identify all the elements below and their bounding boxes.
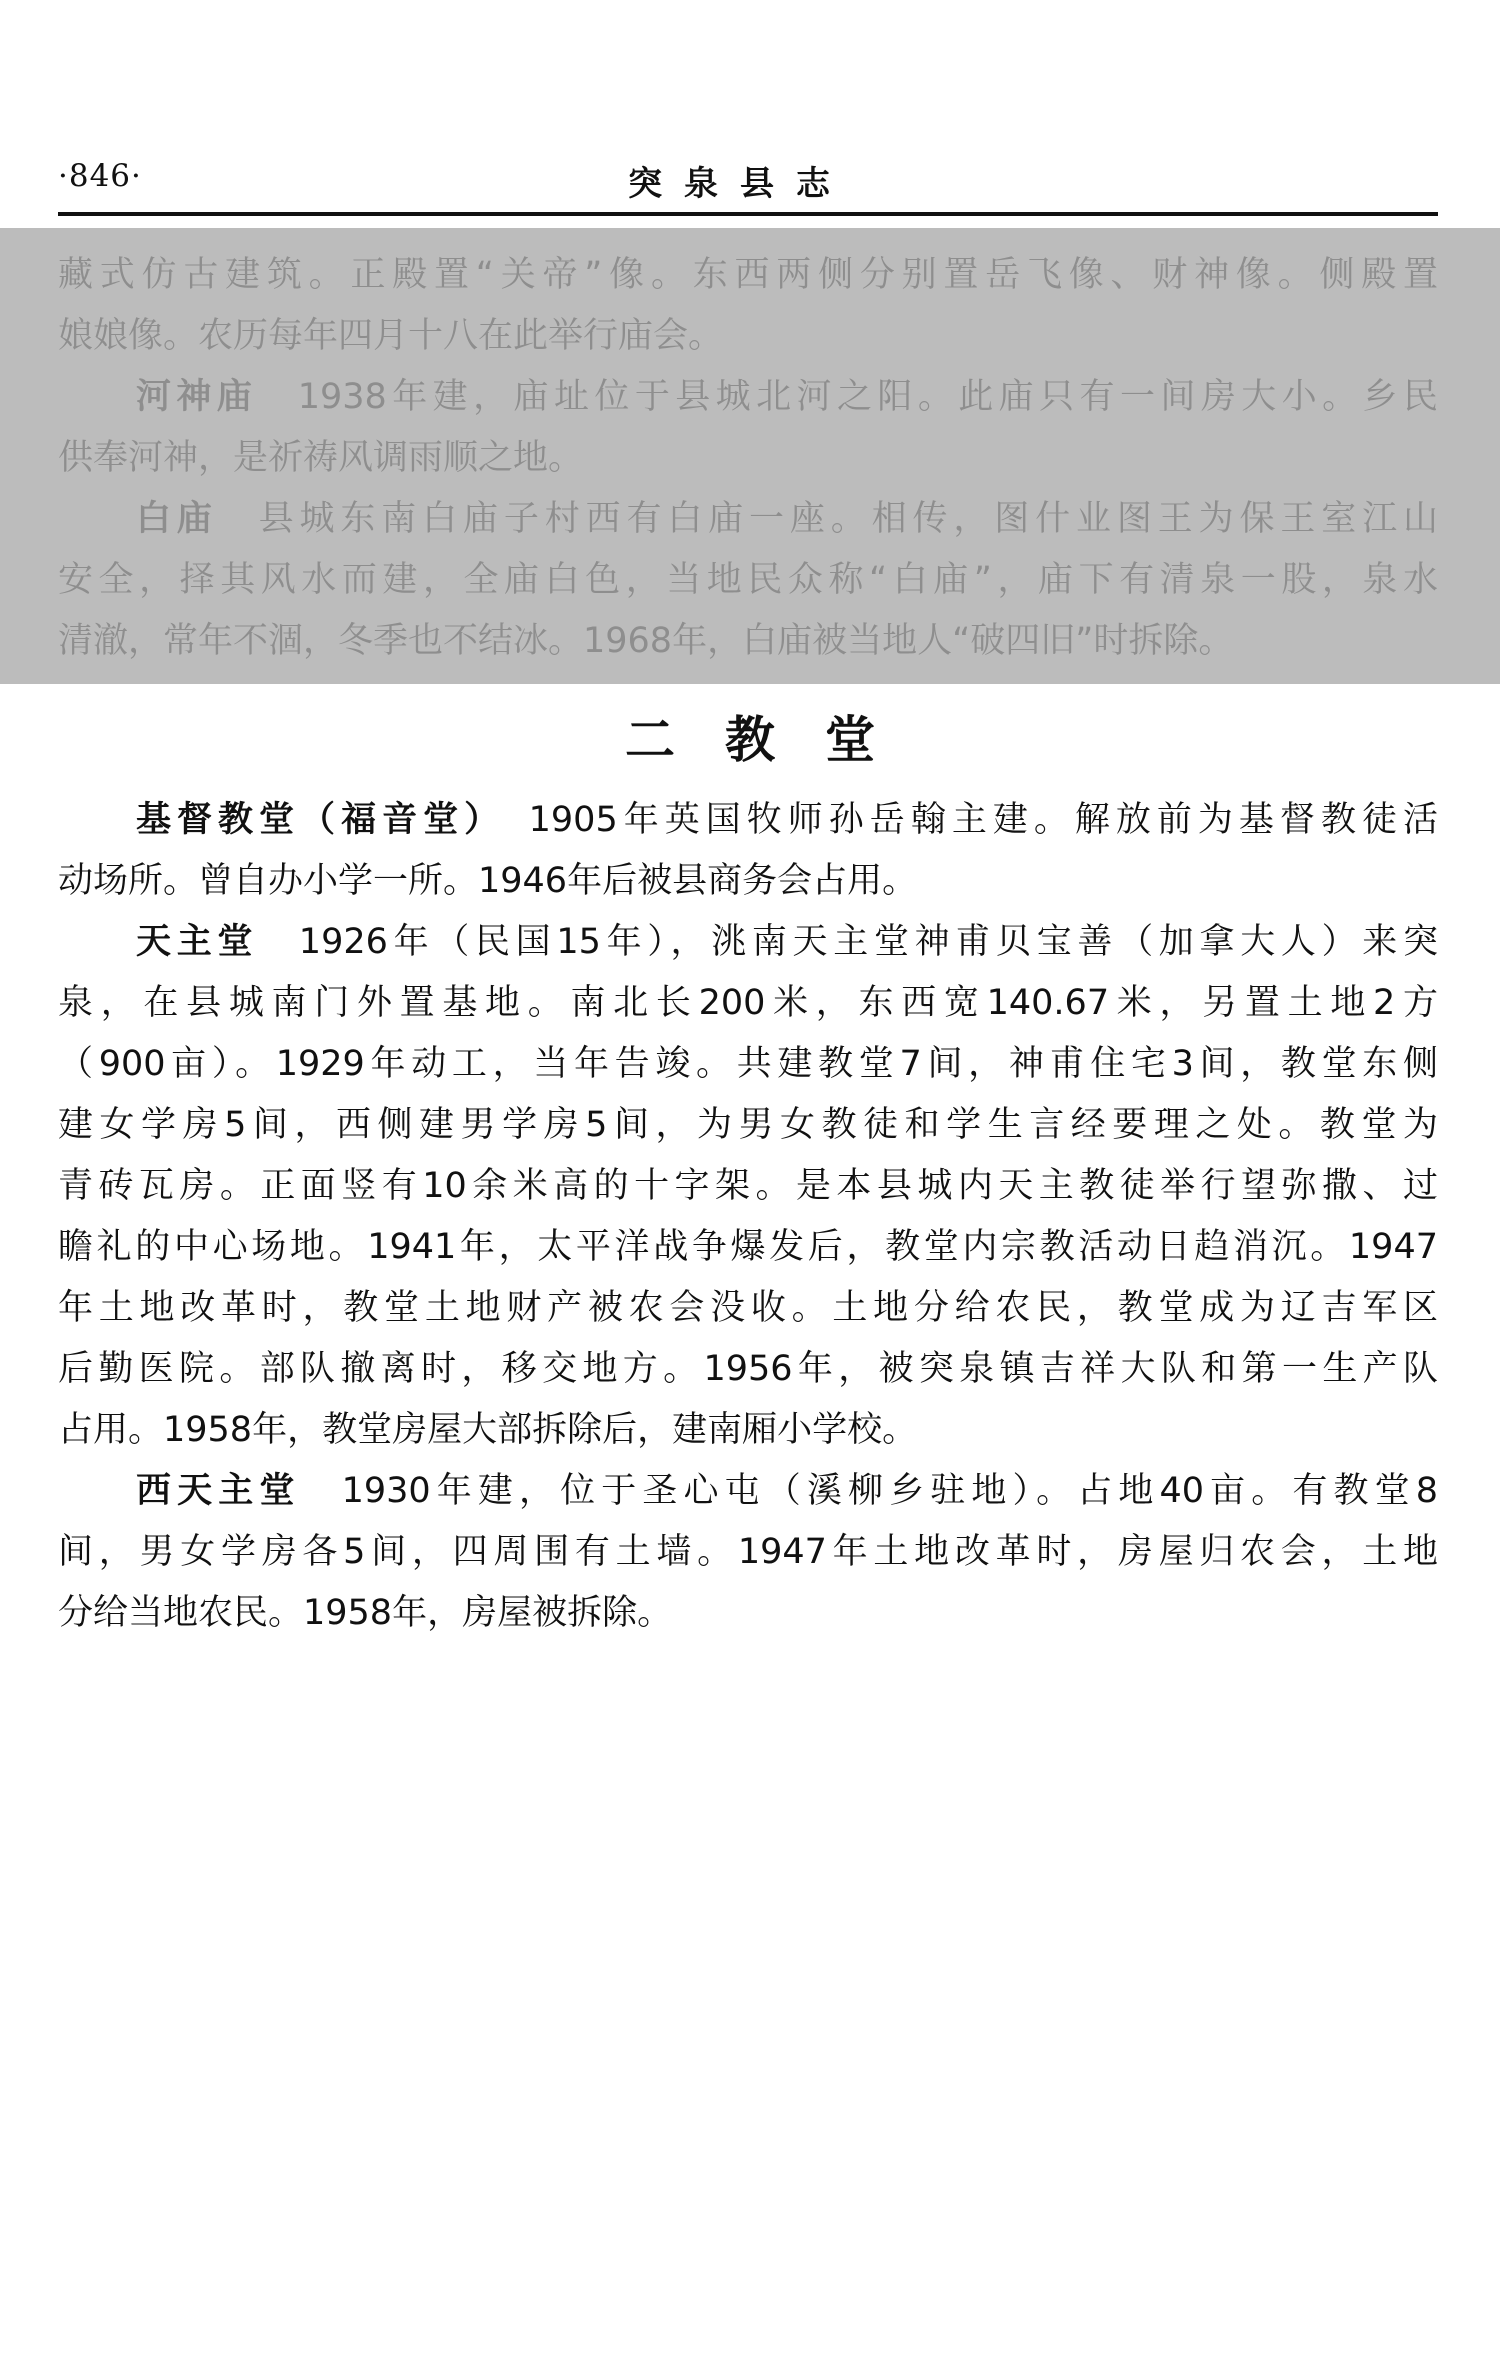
text-line: 1905年英国牧师孙岳翰主建。解放前为基督教徒活 bbox=[528, 800, 1438, 840]
paragraph-heading: 天主堂 bbox=[136, 922, 259, 962]
text-line: 青砖瓦房。正面竖有10余米高的十字架。是本县城内天主教徒举行望弥撒、过 bbox=[58, 1166, 1438, 1206]
paragraph-heading: 白庙 bbox=[136, 499, 218, 539]
book-title: 突泉县志 bbox=[628, 164, 852, 204]
page-number: ·846· bbox=[58, 158, 142, 194]
paragraph-heading: 西天主堂 bbox=[136, 1471, 301, 1511]
text-line: 供奉河神，是祈祷风调雨顺之地。 bbox=[58, 438, 584, 478]
text-line: 后勤医院。部队撤离时，移交地方。1956年，被突泉镇吉祥大队和第一生产队 bbox=[58, 1349, 1438, 1389]
text-line: 分给当地农民。1958年，房屋被拆除。 bbox=[58, 1593, 673, 1633]
paragraph-heading: 河神庙 bbox=[136, 377, 258, 417]
text-line: 安全，择其风水而建，全庙白色，当地民众称“白庙”，庙下有清泉一股，泉水 bbox=[58, 560, 1438, 600]
paragraph-protestant-church bbox=[58, 790, 1438, 851]
text-line: 藏式仿古建筑。正殿置“关帝”像。东西两侧分别置岳飞像、财神像。侧殿置 bbox=[58, 255, 1438, 295]
paragraph-white-temple bbox=[58, 489, 1438, 550]
text-line: 1926年（民国15年），洮南天主堂神甫贝宝善（加拿大人）来突 bbox=[298, 922, 1438, 962]
text-line: 1938年建，庙址位于县城北河之阳。此庙只有一间房大小。乡民 bbox=[297, 377, 1438, 417]
text-line: 娘娘像。农历每年四月十八在此举行庙会。 bbox=[58, 316, 724, 356]
text-line: 间，男女学房各5间，四周围有土墙。1947年土地改革时，房屋归农会，土地 bbox=[58, 1532, 1438, 1572]
paragraph-west-catholic-church bbox=[58, 1461, 1438, 1522]
text-line: 占用。1958年，教堂房屋大部拆除后，建南厢小学校。 bbox=[58, 1410, 918, 1450]
section-body bbox=[58, 790, 1438, 1644]
text-line: 动场所。曾自办小学一所。1946年后被县商务会占用。 bbox=[58, 861, 918, 901]
text-line: 清澈，常年不涸，冬季也不结冰。1968年，白庙被当地人“破四旧”时拆除。 bbox=[58, 621, 1234, 661]
text-line: 瞻礼的中心场地。1941年，太平洋战争爆发后，教堂内宗教活动日趋消沉。1947 bbox=[58, 1227, 1438, 1267]
section-title: 二教堂 bbox=[625, 711, 925, 769]
paragraph-hehe-temple bbox=[58, 367, 1438, 428]
previous-section bbox=[58, 245, 1438, 672]
text-line: 年土地改革时，教堂土地财产被农会没收。土地分给农民，教堂成为辽吉军区 bbox=[58, 1288, 1438, 1328]
paragraph-catholic-church bbox=[58, 912, 1438, 973]
page-header bbox=[58, 150, 1438, 210]
text-line: 泉，在县城南门外置基地。南北长200米，东西宽140.67米，另置土地2方 bbox=[58, 983, 1438, 1023]
text-line: 1930年建，位于圣心屯（溪柳乡驻地）。占地40亩。有教堂8 bbox=[341, 1471, 1438, 1511]
text-line: （900亩）。1929年动工，当年告竣。共建教堂7间，神甫住宅3间，教堂东侧 bbox=[58, 1044, 1438, 1084]
paragraph-heading: 基督教堂（福音堂） bbox=[136, 800, 488, 840]
text-line: 建女学房5间，西侧建男学房5间，为男女教徒和学生言经要理之处。教堂为 bbox=[58, 1105, 1438, 1145]
header-rule bbox=[58, 212, 1438, 216]
text-line: 县城东南白庙子村西有白庙一座。相传，图什业图王为保王室江山 bbox=[258, 499, 1438, 539]
